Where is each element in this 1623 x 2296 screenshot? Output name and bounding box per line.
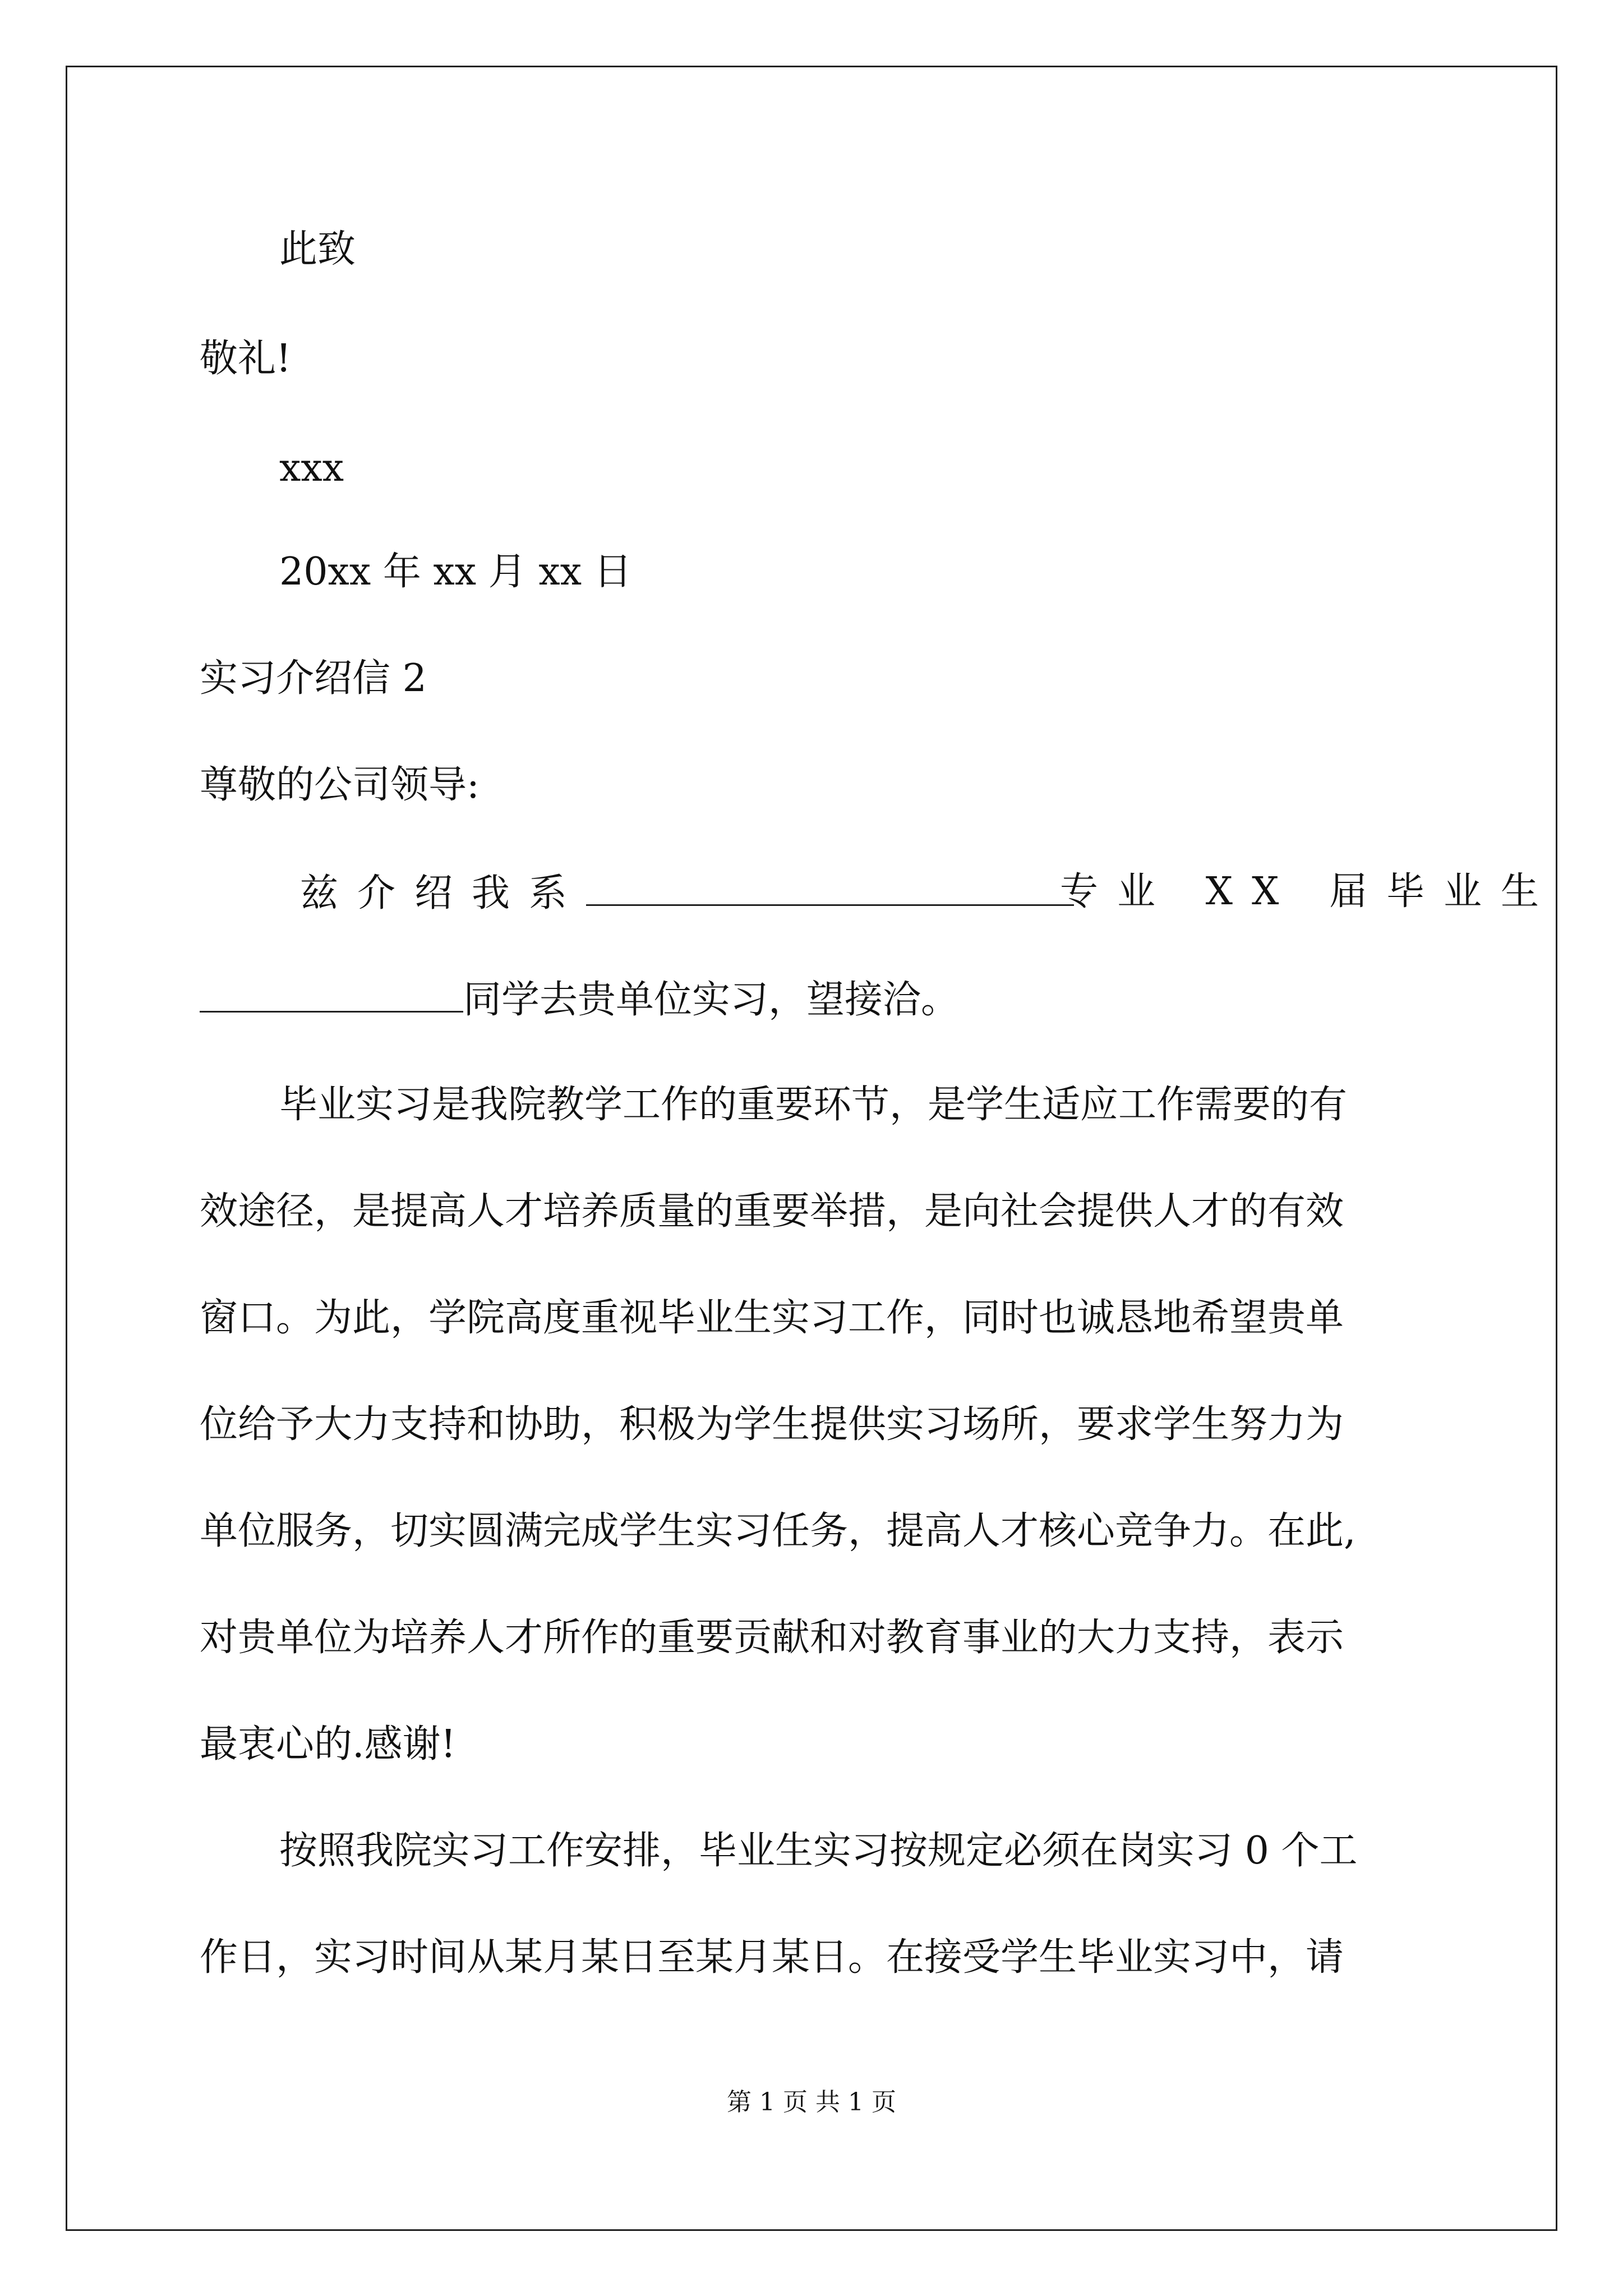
page-footer: 第 1 页 共 1 页 <box>727 2088 896 2116</box>
major-blank <box>586 869 1074 906</box>
para2-line-2: 作日，实习时间从某月某日至某月某日。在接受学生毕业实习中，请 <box>200 1935 1344 1980</box>
intro-text-part1: 兹介绍我系 <box>300 871 587 915</box>
intro-line-2 <box>200 976 959 1023</box>
para1-line-6: 对贵单位为培养人才所作的重要贡献和对教育事业的大力支持，表示 <box>200 1616 1344 1660</box>
page-border <box>66 66 1557 2231</box>
intro-text-part3: 同学去贵单位实习，望接洽。 <box>463 978 960 1022</box>
intro-text-part2: 专业 XX 届毕业生 <box>1060 869 1559 914</box>
para1-line-7: 最衷心的.感谢! <box>200 1722 456 1766</box>
letter-salutation: 尊敬的公司领导: <box>200 763 479 807</box>
intro-line-1 <box>300 869 1074 916</box>
intro-line-1b <box>1060 869 1558 914</box>
student-name-blank <box>200 976 463 1013</box>
para2-line-1: 按照我院实习工作安排，毕业生实习按规定必须在岗实习 0 个工 <box>279 1829 1358 1873</box>
para1-line-2: 效途径，是提高人才培养质量的重要举措，是向社会提供人才的有效 <box>200 1189 1344 1234</box>
para1-line-4: 位给予大力支持和协助，积极为学生提供实习场所，要求学生努力为 <box>200 1402 1344 1447</box>
para1-line-3: 窗口。为此，学院高度重视毕业生实习工作，同时也诚恳地希望贵单 <box>200 1296 1344 1340</box>
para1-line-5: 单位服务，切实圆满完成学生实习任务，提高人才核心竞争力。在此, <box>200 1509 1356 1553</box>
closing-greeting: 此致 <box>279 227 356 272</box>
letter-date: 20xx 年 xx 月 xx 日 <box>279 550 632 594</box>
signer-name: xxx <box>279 446 344 490</box>
para1-line-1: 毕业实习是我院教学工作的重要环节，是学生适应工作需要的有 <box>279 1083 1348 1127</box>
closing-salute: 敬礼! <box>200 337 292 381</box>
letter-title: 实习介绍信 2 <box>200 656 427 701</box>
